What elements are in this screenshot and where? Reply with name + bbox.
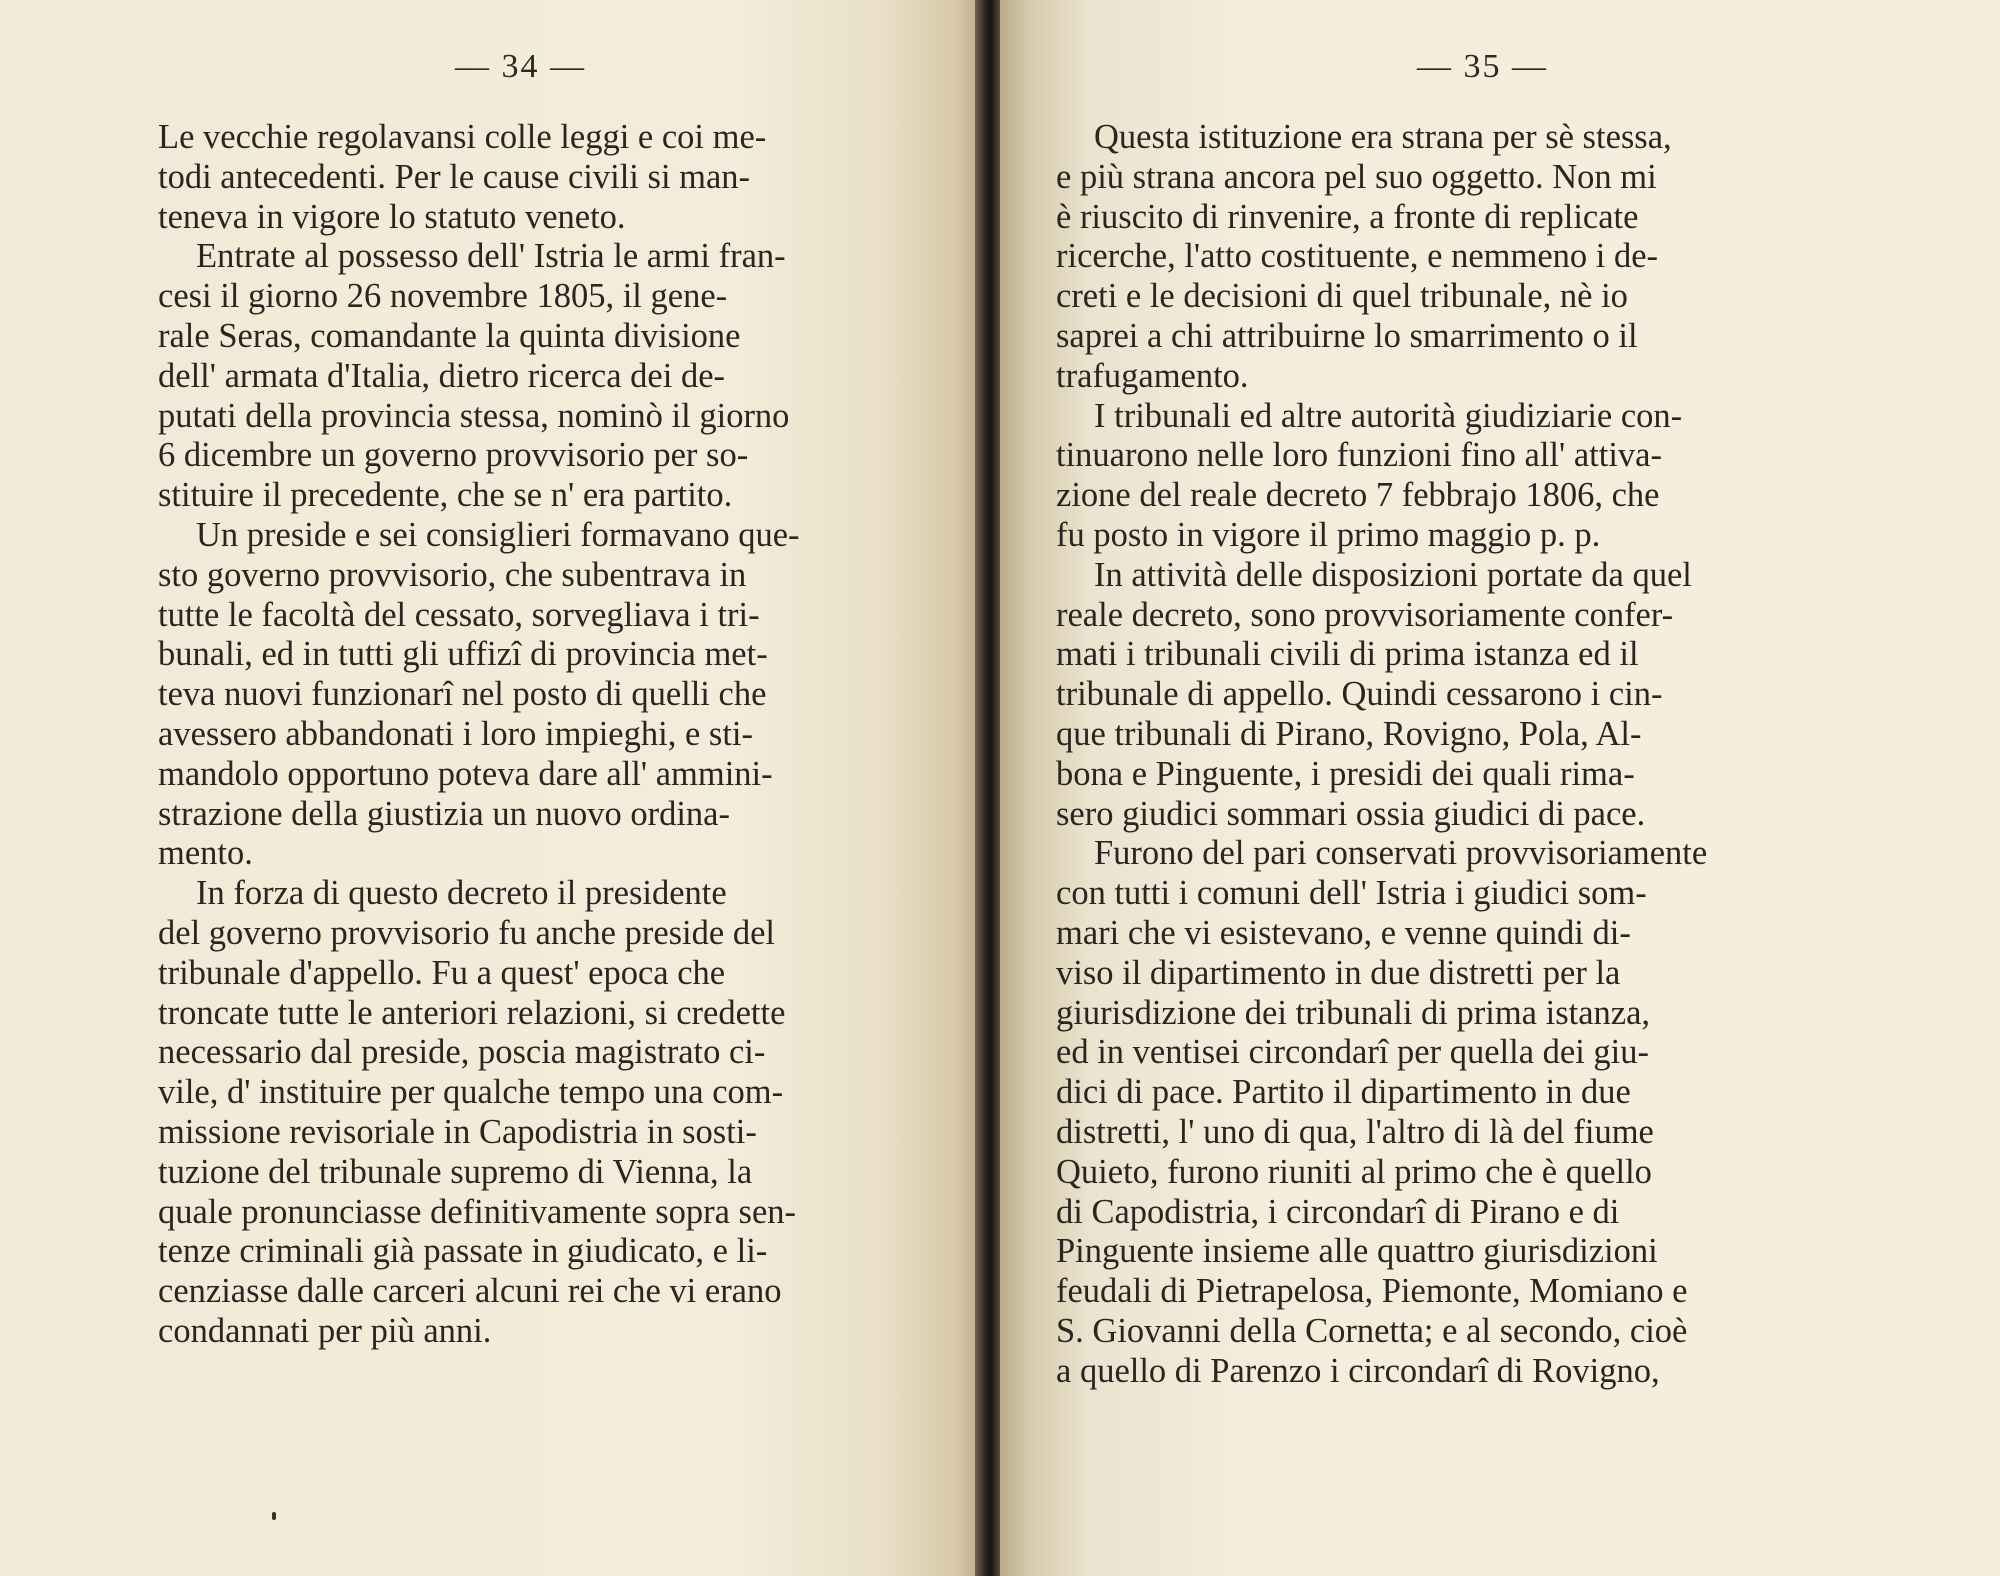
text-line: a quello di Parenzo i circondarî di Rovigno, bbox=[1056, 1351, 1660, 1390]
text-line: In attività delle disposizioni portate da quel bbox=[1094, 555, 1692, 594]
text-line: missione revisoriale in Capodistria in sosti- bbox=[158, 1112, 757, 1151]
text-line: bunali, ed in tutti gli uffizî di provincia met- bbox=[158, 635, 768, 674]
text-line: giurisdizione dei tribunali di prima istanza, bbox=[1056, 993, 1651, 1032]
text-line: creti e le decisioni di quel tribunale, nè io bbox=[1056, 277, 1628, 316]
text-line: avessero abbandonati i loro impieghi, e sti- bbox=[158, 714, 753, 753]
text-line: troncate tutte le anteriori relazioni, si credette bbox=[158, 993, 786, 1032]
text-line: Le vecchie regolavansi colle leggi e coi me- bbox=[158, 118, 767, 156]
text-line: Un preside e sei consiglieri formavano que- bbox=[196, 515, 800, 554]
text-line: feudali di Pietrapelosa, Piemonte, Momiano e bbox=[1056, 1272, 1688, 1311]
text-line: sero giudici sommari ossia giudici di pace. bbox=[1056, 794, 1646, 833]
text-line: I tribunali ed altre autorità giudiziarie con- bbox=[1094, 396, 1683, 435]
text-line: tinuarono nelle loro funzioni fino all' attiva- bbox=[1056, 436, 1662, 475]
text-line: tenze criminali già passate in giudicato, e li- bbox=[158, 1232, 768, 1271]
text-line: teva nuovi funzionarî nel posto di quelli che bbox=[158, 675, 767, 714]
text-line: Entrate al possesso dell' Istria le armi fran- bbox=[196, 237, 786, 276]
text-line: rale Seras, comandante la quinta divisione bbox=[158, 316, 741, 355]
ink-speck bbox=[272, 1512, 276, 1520]
text-line: trafugamento. bbox=[1056, 356, 1249, 395]
left-page-text bbox=[158, 118, 938, 1352]
text-line: zione del reale decreto 7 febbrajo 1806, che bbox=[1056, 476, 1660, 515]
text-line: sto governo provvisorio, che subentrava in bbox=[158, 555, 747, 594]
text-line: condannati per più anni. bbox=[158, 1311, 492, 1350]
text-line: di Capodistria, i circondarî di Pirano e di bbox=[1056, 1192, 1620, 1231]
text-line: mati i tribunali civili di prima istanza ed il bbox=[1056, 635, 1639, 674]
text-line: distretti, l' uno di qua, l'altro di là del fiume bbox=[1056, 1112, 1654, 1151]
text-line: tribunale di appello. Quindi cessarono i cin- bbox=[1056, 675, 1663, 714]
page-number-left: — 34 — bbox=[455, 48, 586, 85]
text-line: saprei a chi attribuirne lo smarrimento o il bbox=[1056, 316, 1638, 355]
text-line: e più strana ancora pel suo oggetto. Non mi bbox=[1056, 157, 1657, 196]
text-line: S. Giovanni della Cornetta; e al secondo, cioè bbox=[1056, 1311, 1688, 1350]
text-line: con tutti i comuni dell' Istria i giudici som- bbox=[1056, 874, 1647, 913]
left-page bbox=[0, 0, 985, 1576]
text-line: dici di pace. Partito il dipartimento in due bbox=[1056, 1073, 1631, 1112]
text-line: tribunale d'appello. Fu a quest' epoca che bbox=[158, 953, 726, 992]
text-line: todi antecedenti. Per le cause civili si man- bbox=[158, 157, 751, 196]
text-line: que tribunali di Pirano, Rovigno, Pola, Al- bbox=[1056, 714, 1642, 753]
text-line: cesi il giorno 26 novembre 1805, il gene- bbox=[158, 277, 728, 316]
text-line: cenziasse dalle carceri alcuni rei che vi erano bbox=[158, 1272, 782, 1311]
right-page-text bbox=[1056, 118, 1864, 1392]
text-line: Questa istituzione era strana per sè stessa, bbox=[1094, 118, 1672, 156]
text-line: In forza di questo decreto il presidente bbox=[196, 874, 727, 913]
text-line: mari che vi esistevano, e venne quindi di- bbox=[1056, 913, 1631, 952]
text-line: necessario dal preside, poscia magistrato ci- bbox=[158, 1033, 766, 1072]
text-line: putati della provincia stessa, nominò il giorno bbox=[158, 396, 790, 435]
text-line: bona e Pinguente, i presidi dei quali rima- bbox=[1056, 754, 1635, 793]
text-line: tutte le facoltà del cessato, sorvegliava i tri- bbox=[158, 595, 760, 634]
text-line: mandolo opportuno poteva dare all' ammini- bbox=[158, 754, 773, 793]
text-line: ed in ventisei circondarî per quella dei giu- bbox=[1056, 1033, 1649, 1072]
text-line: strazione della giustizia un nuovo ordina- bbox=[158, 794, 730, 833]
text-line: è riuscito di rinvenire, a fronte di replicate bbox=[1056, 197, 1639, 236]
text-line: stituire il precedente, che se n' era partito. bbox=[158, 476, 733, 515]
text-line: teneva in vigore lo statuto veneto. bbox=[158, 197, 626, 236]
text-line: reale decreto, sono provvisoriamente confer- bbox=[1056, 595, 1674, 634]
text-line: del governo provvisorio fu anche preside del bbox=[158, 913, 775, 952]
text-line: vile, d' instituire per qualche tempo una com- bbox=[158, 1073, 784, 1112]
text-line: tuzione del tribunale supremo di Vienna, la bbox=[158, 1152, 753, 1191]
text-line: Furono del pari conservati provvisoriamente bbox=[1094, 834, 1708, 873]
right-page bbox=[1000, 0, 2000, 1576]
text-line: Quieto, furono riuniti al primo che è quello bbox=[1056, 1152, 1652, 1191]
text-line: ricerche, l'atto costituente, e nemmeno i de- bbox=[1056, 237, 1659, 276]
text-line: 6 dicembre un governo provvisorio per so- bbox=[158, 436, 749, 475]
text-line: quale pronunciasse definitivamente sopra sen- bbox=[158, 1192, 797, 1231]
text-line: Pinguente insieme alle quattro giurisdizioni bbox=[1056, 1232, 1658, 1271]
text-line: viso il dipartimento in due distretti per la bbox=[1056, 953, 1621, 992]
text-line: mento. bbox=[158, 834, 253, 873]
text-line: fu posto in vigore il primo maggio p. p. bbox=[1056, 515, 1601, 554]
page-number-right: — 35 — bbox=[1417, 48, 1548, 85]
text-line: dell' armata d'Italia, dietro ricerca dei de- bbox=[158, 356, 725, 395]
